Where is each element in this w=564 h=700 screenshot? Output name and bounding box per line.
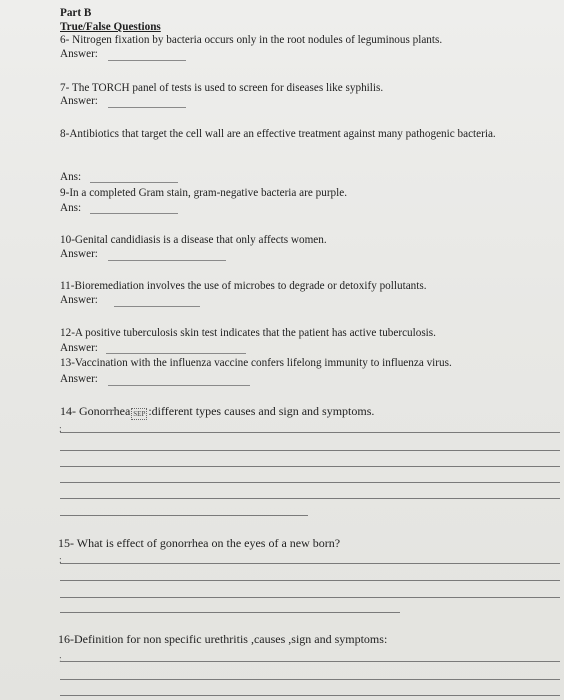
question-9: 9-In a completed Gram stain, gram-negative bacteria are purple. xyxy=(60,187,348,199)
question-11: 11-Bioremediation involves the use of microbes to degrade or detoxify pollutants. xyxy=(60,280,427,292)
answer-line-15c[interactable] xyxy=(60,597,560,598)
answer-label-9: Ans: xyxy=(60,202,82,214)
answer-label-12: Answer: xyxy=(60,342,98,354)
separator-glyph-icon: SEP xyxy=(133,410,146,418)
question-16: 16-Definition for non specific urethritis ,causes ,sign and symptoms: xyxy=(58,632,388,646)
question-14-colon: : xyxy=(148,404,152,418)
answer-label-6: Answer: xyxy=(60,48,98,60)
part-heading: Part B xyxy=(60,7,92,19)
question-14-suffix: different types causes and sign and symptoms. xyxy=(151,404,375,418)
answer-line-16b[interactable] xyxy=(60,679,560,680)
answer-line-14a[interactable] xyxy=(60,432,560,433)
answer-marker-14: : xyxy=(59,424,62,435)
answer-label-13: Answer: xyxy=(60,373,98,385)
question-10: 10-Genital candidiasis is a disease that only affects women. xyxy=(60,234,327,246)
answer-marker-16: : xyxy=(59,654,62,665)
answer-blank-11[interactable] xyxy=(114,306,200,307)
question-6: 6- Nitrogen fixation by bacteria occurs only in the root nodules of leguminous plants. xyxy=(60,34,443,46)
question-14 xyxy=(60,405,374,420)
answer-marker-15: : xyxy=(59,555,62,566)
question-8: 8-Antibiotics that target the cell wall are an effective treatment against many pathogenic bacteria. xyxy=(60,128,496,140)
answer-label-8: Ans: xyxy=(60,171,82,183)
question-12: 12-A positive tuberculosis skin test indicates that the patient has active tuberculosis. xyxy=(60,327,436,339)
answer-line-14e[interactable] xyxy=(60,498,560,499)
answer-label-7: Answer: xyxy=(60,95,98,107)
answer-label-10: Answer: xyxy=(60,248,98,260)
answer-line-15a[interactable] xyxy=(60,563,560,564)
answer-line-14f[interactable] xyxy=(60,515,308,516)
question-7: 7- The TORCH panel of tests is used to screen for diseases like syphilis. xyxy=(60,82,384,94)
answer-blank-10[interactable] xyxy=(108,260,226,261)
question-14-prefix: 14- Gonorrhea xyxy=(60,404,131,418)
section-title: True/False Questions xyxy=(60,21,161,33)
question-15: 15- What is effect of gonorrhea on the eyes of a new born? xyxy=(58,536,341,550)
answer-line-14c[interactable] xyxy=(60,466,560,467)
answer-line-16c[interactable] xyxy=(60,695,560,696)
answer-line-14d[interactable] xyxy=(60,482,560,483)
question-13: 13-Vaccination with the influenza vaccine confers lifelong immunity to influenza virus. xyxy=(60,357,452,369)
answer-blank-9[interactable] xyxy=(90,213,178,214)
answer-line-15d[interactable] xyxy=(60,612,400,613)
answer-line-14b[interactable] xyxy=(60,450,560,451)
answer-blank-8[interactable] xyxy=(90,182,178,183)
answer-blank-12[interactable] xyxy=(106,353,246,354)
answer-blank-6[interactable] xyxy=(108,60,186,61)
answer-line-15b[interactable] xyxy=(60,580,560,581)
answer-blank-7[interactable] xyxy=(108,107,186,108)
answer-line-16a[interactable] xyxy=(60,661,560,662)
answer-blank-13[interactable] xyxy=(108,385,250,386)
answer-label-11: Answer: xyxy=(60,294,98,306)
